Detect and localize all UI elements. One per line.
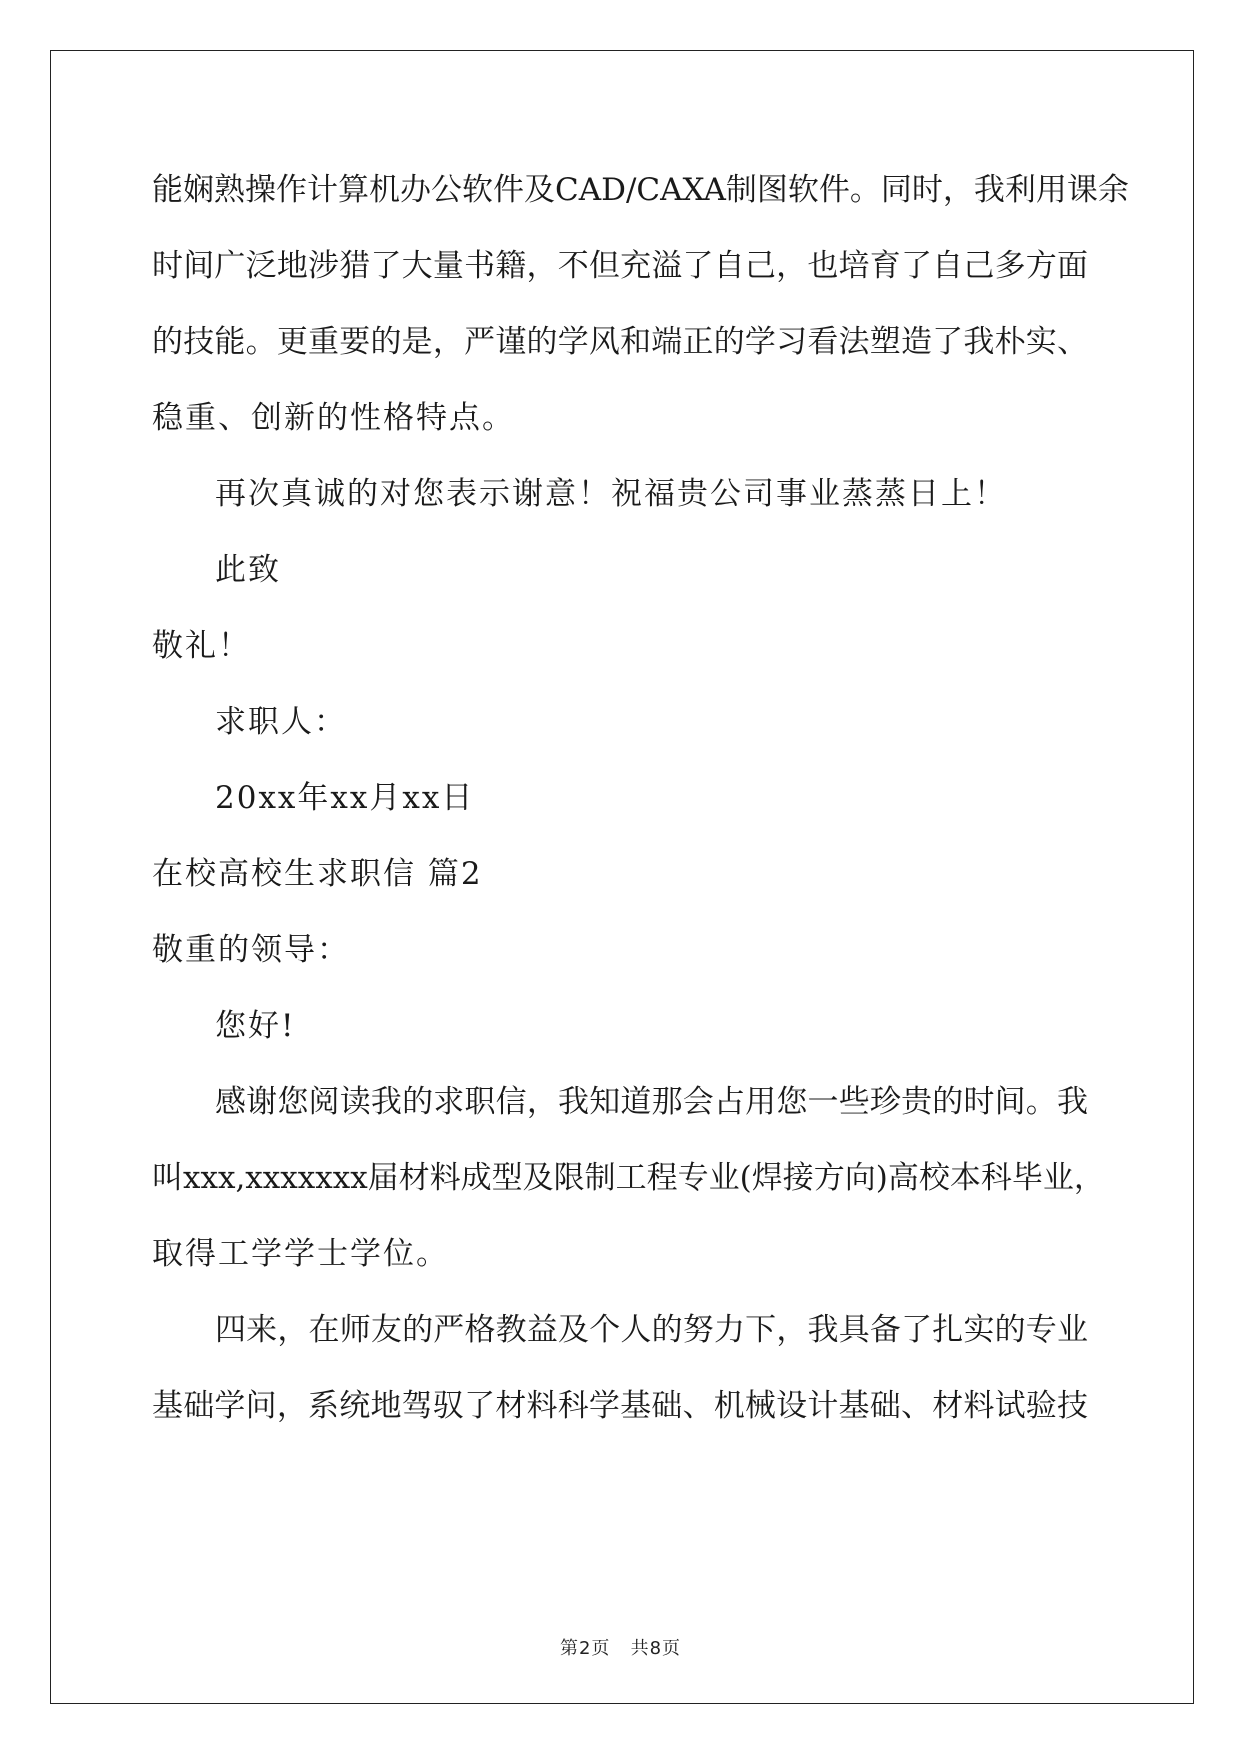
closing-wish: 再次真诚的对您表示谢意！祝福贵公司事业蒸蒸日上！ — [215, 476, 1007, 512]
paragraph-line: 稳重、创新的性格特点。 — [152, 400, 515, 436]
section-heading: 在校高校生求职信 篇2 — [152, 856, 483, 892]
paragraph-line: 基础学问，系统地驾驭了材料科学基础、机械设计基础、材料试验技 — [152, 1388, 1088, 1424]
greeting-addressee: 敬重的领导： — [152, 932, 350, 968]
paragraph-line: 叫xxx,xxxxxxx届材料成型及限制工程专业(焊接方向)高校本科毕业， — [152, 1160, 1105, 1196]
greeting: 您好! — [215, 1008, 296, 1044]
salutation-jingli: 敬礼！ — [152, 628, 251, 664]
paragraph-line: 的技能。更重要的是，严谨的学风和端正的学习看法塑造了我朴实、 — [152, 324, 1088, 360]
paragraph-line: 时间广泛地涉猎了大量书籍，不但充溢了自己，也培育了自己多方面 — [152, 248, 1088, 284]
paragraph-line: 感谢您阅读我的求职信，我知道那会占用您一些珍贵的时间。我 — [215, 1084, 1088, 1120]
page-number: 第2页 共8页 — [559, 1638, 682, 1659]
paragraph-line: 能娴熟操作计算机办公软件及CAD/CAXA制图软件。同时，我利用课余 — [152, 172, 1129, 208]
salutation-cizhi: 此致 — [215, 552, 281, 588]
signature-applicant: 求职人： — [215, 704, 347, 740]
paragraph-line: 四来，在师友的严格教益及个人的努力下，我具备了扎实的专业 — [215, 1312, 1088, 1348]
paragraph-line: 取得工学学士学位。 — [152, 1236, 449, 1272]
signature-date: 20xx年xx月xx日 — [215, 780, 475, 816]
